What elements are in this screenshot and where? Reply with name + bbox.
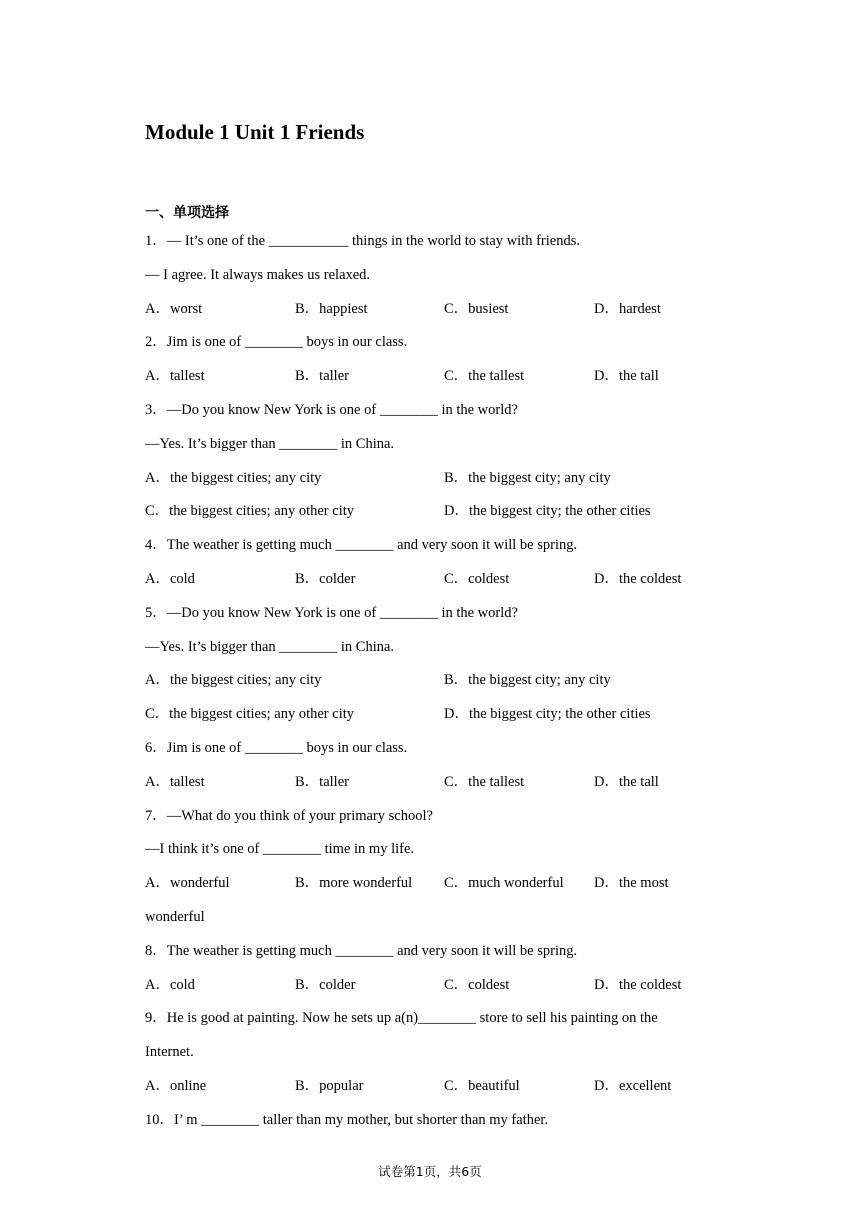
question-9-option: D．excellent (594, 1078, 672, 1094)
question-5-option: B．the biggest city; any city (444, 672, 611, 689)
question-9-option: A．online (145, 1078, 207, 1094)
question-5-option: A．the biggest cities; any city (145, 672, 322, 689)
question-4-text: 4．The weather is getting much ________ and very soon it will be spring. (145, 537, 578, 554)
question-7-option: C．much wonderful (444, 875, 564, 892)
question-6-option: B．taller (295, 773, 349, 790)
section-heading: 一、单项选择 (145, 205, 229, 221)
question-2-option: C．the tallest (444, 368, 525, 385)
question-4-option: A．cold (145, 571, 195, 587)
question-7-option: A．wonderful (145, 875, 230, 892)
question-7-text: 7．—What do you think of your primary school? (145, 807, 433, 824)
question-1-option: D．hardest (594, 300, 661, 317)
question-6-text: 6．Jim is one of ________ boys in our class. (145, 740, 408, 756)
question-8-option: C．coldest (444, 976, 510, 993)
question-5-option: C．the biggest cities; any other city (145, 706, 354, 723)
question-1-option: A．worst (145, 300, 203, 317)
question-8-option: B．colder (295, 976, 356, 993)
question-4-option: C．coldest (444, 571, 510, 587)
question-1-text: — I agree. It always makes us relaxed. (145, 266, 371, 283)
question-3-option: A．the biggest cities; any city (145, 469, 322, 486)
question-8-text: 8．The weather is getting much ________ and very soon it will be spring. (145, 942, 578, 959)
question-2-text: 2．Jim is one of ________ boys in our class. (145, 334, 408, 351)
question-2-option: B．taller (295, 368, 349, 385)
question-9-text: 9．He is good at painting. Now he sets up a(n)________ store to sell his painting on the (145, 1010, 658, 1027)
question-8-option: D．the coldest (594, 976, 682, 993)
question-5-text: 5．—Do you know New York is one of ________ in the world? (145, 604, 518, 621)
question-6-option: C．the tallest (444, 773, 525, 790)
question-1-text: 1．— It’s one of the ___________ things in the world to stay with friends. (145, 233, 580, 249)
question-4-option: B．colder (295, 571, 356, 587)
question-10-text: 10．I’ m ________ taller than my mother, but shorter than my father. (145, 1111, 549, 1128)
question-7-option: D．the most (594, 875, 669, 892)
question-8-option: A．cold (145, 976, 195, 993)
question-5-option: D．the biggest city; the other cities (444, 706, 651, 723)
question-3-option: C．the biggest cities; any other city (145, 503, 354, 520)
page-footer: 试卷第1页，共6页 (378, 1164, 482, 1179)
question-3-text: —Yes. It’s bigger than ________ in China. (145, 435, 395, 452)
question-6-option: D．the tall (594, 773, 659, 790)
question-4-option: D．the coldest (594, 571, 682, 587)
question-7-option: B．more wonderful (295, 875, 413, 892)
question-6-option: A．tallest (145, 773, 205, 790)
question-9-text: Internet. (145, 1044, 194, 1061)
question-9-option: B．popular (295, 1078, 364, 1094)
question-3-text: 3．—Do you know New York is one of ________ in the world? (145, 402, 518, 418)
question-7-text: —I think it’s one of ________ time in my life. (145, 841, 415, 858)
question-2-option: A．tallest (145, 368, 205, 385)
question-3-option: D．the biggest city; the other cities (444, 503, 651, 520)
page-title: Module 1 Unit 1 Friends (145, 120, 365, 144)
question-9-option: C．beautiful (444, 1078, 520, 1094)
question-5-text: —Yes. It’s bigger than ________ in China. (145, 638, 395, 655)
question-1-option: B．happiest (295, 300, 368, 317)
question-1-option: C．busiest (444, 300, 509, 317)
question-7-option-wrap: wonderful (145, 909, 205, 925)
question-3-option: B．the biggest city; any city (444, 469, 611, 486)
question-2-option: D．the tall (594, 368, 659, 385)
